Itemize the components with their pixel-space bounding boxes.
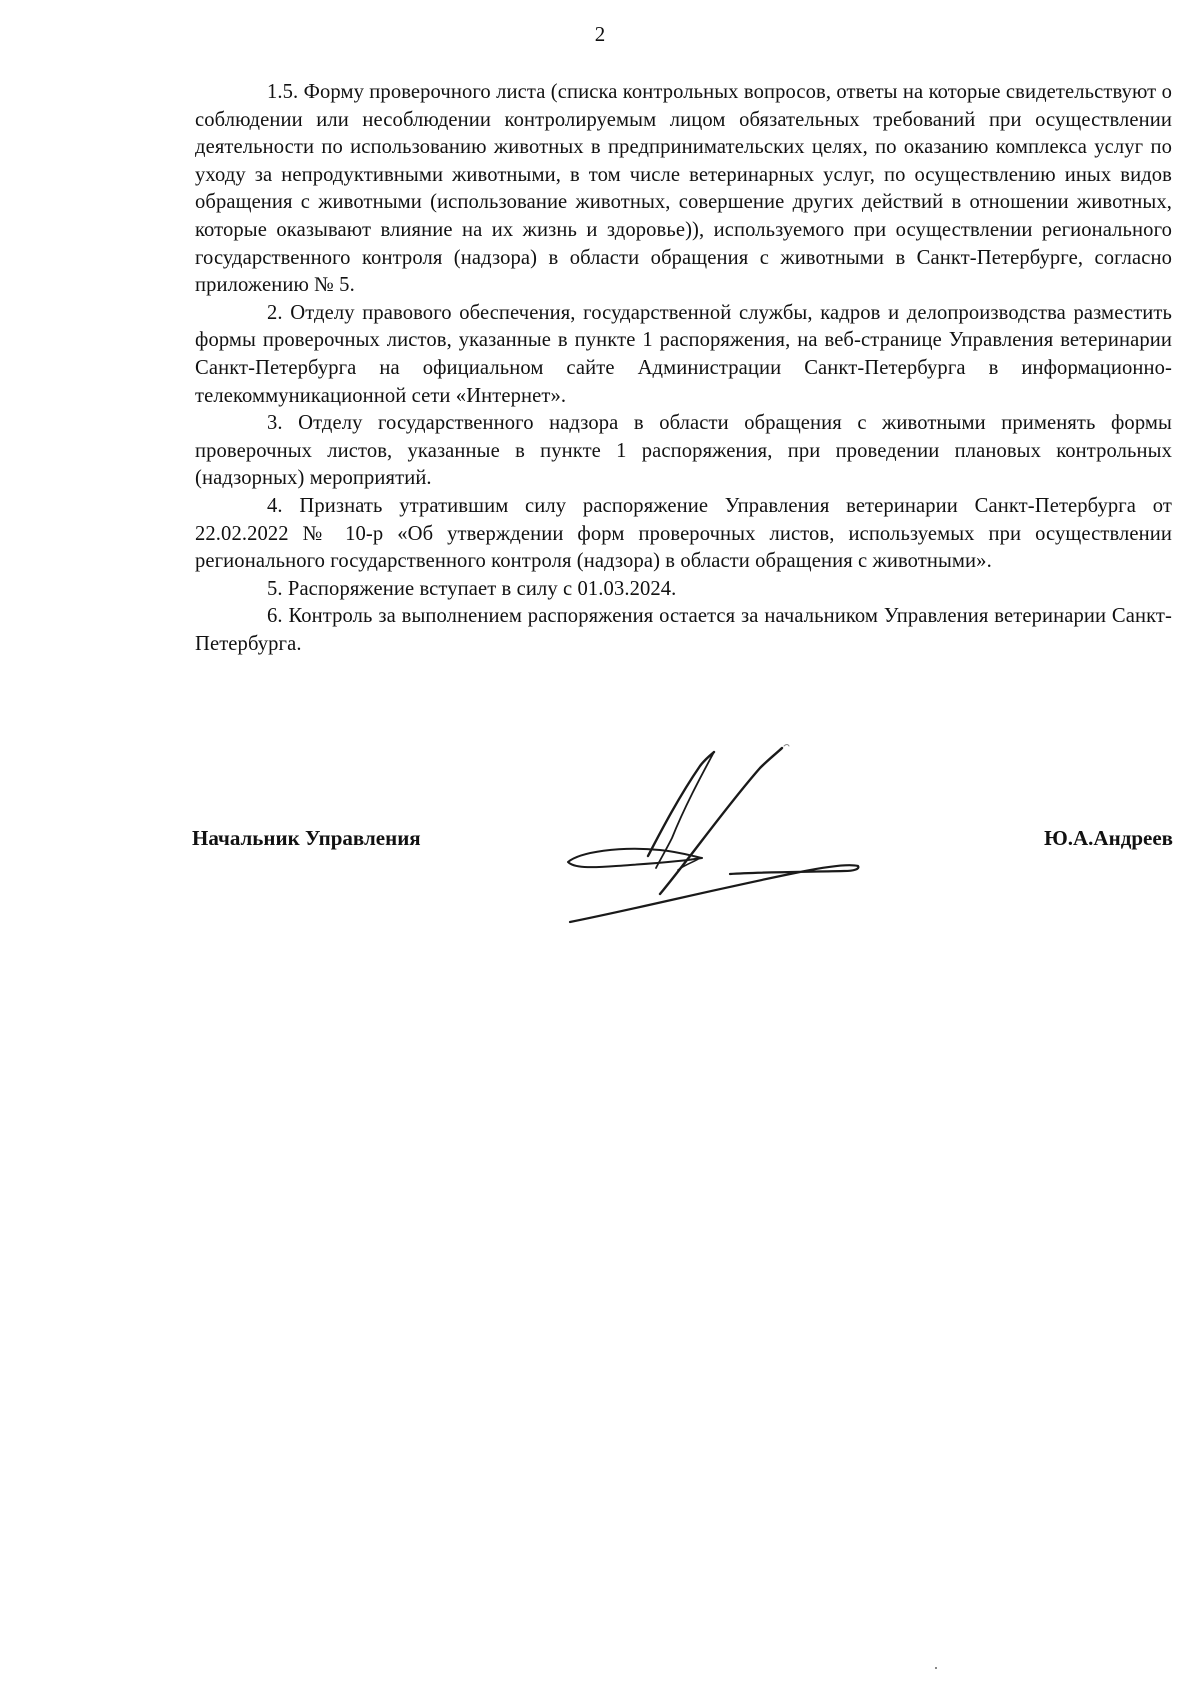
paragraph-1-5: 1.5. Форму проверочного листа (списка контрольных вопросов, ответы на которые свидетельствуют о соблюдении или несоблюдении контролируемым лицом обязательных требований при осуществлении деятельности по использованию животных в предпринимательских целях, по оказанию комплекса услуг по уходу за непродуктивными животными, в том числе ветеринарных услуг, по осуществлению иных видов обращения с животными (использование животных, совершение других действий в отношении животных, которые оказывают влияние на их жизнь и здоровье)), используемого при осуществлении регионального государственного контроля (надзора) в области обращения с животными в Санкт-Петербурге, согласно приложению № 5. xyxy=(195,81,1172,297)
paragraph-6: 6. Контроль за выполнением распоряжения остается за начальником Управления ветеринарии Санкт-Петербурга. xyxy=(195,605,1172,655)
paragraph-4: 4. Признать утратившим силу распоряжение Управления ветеринарии Санкт-Петербурга от 22.02.2022 № 10-р «Об утверждении форм проверочных листов, используемых при осуществлении регионального государственного контроля (надзора) в области обращения с животными». xyxy=(195,494,1172,573)
paragraph-3: 3. Отделу государственного надзора в области обращения с животными применять формы проверочных листов, указанные в пункте 1 распоряжения, при проведении плановых контрольных (надзорных) мероприятий. xyxy=(195,412,1172,490)
scan-artifact xyxy=(935,1667,937,1669)
page-number: 2 xyxy=(594,22,606,46)
signatory-title: Начальник Управления xyxy=(192,826,421,850)
document-body xyxy=(195,79,1172,658)
paragraph-2: 2. Отделу правового обеспечения, государственной службы, кадров и делопроизводства разместить формы проверочных листов, указанные в пункте 1 распоряжения, на веб-странице Управления ветеринарии Санкт-Петербурга на официальном сайте Администрации Санкт-Петербурга в информационно-телекоммуникационной сети «Интернет». xyxy=(195,301,1172,407)
signature-block xyxy=(192,826,1173,866)
signatory-name: Ю.А.Андреев xyxy=(1044,826,1173,850)
paragraph-5: 5. Распоряжение вступает в силу с 01.03.2024. xyxy=(267,577,677,600)
